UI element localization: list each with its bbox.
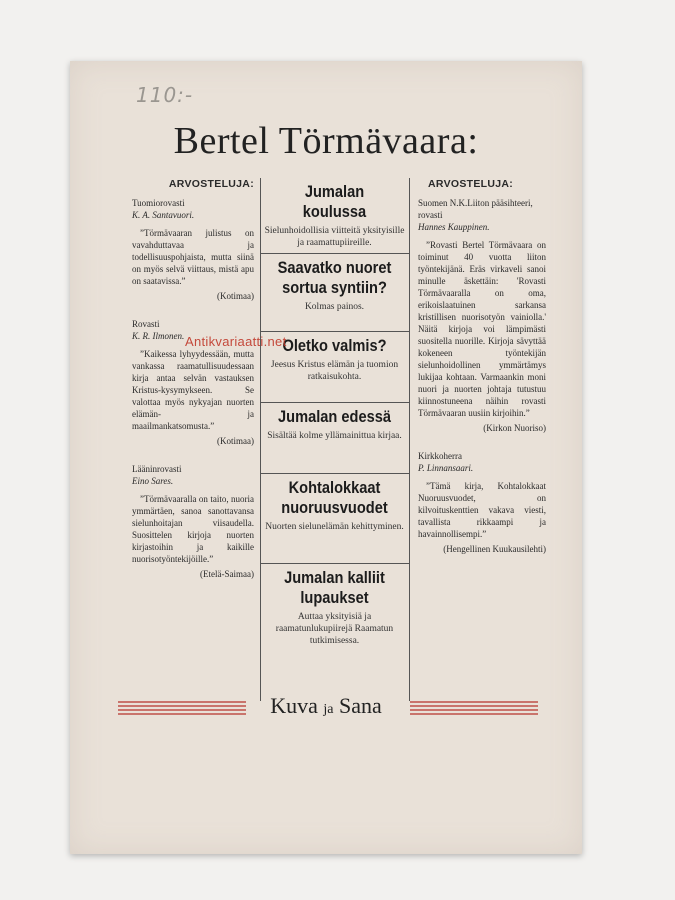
review-source: (Hengellinen Kuukausilehti) xyxy=(443,544,546,554)
left-reviews-column xyxy=(132,178,254,596)
review-source: (Kotimaa) xyxy=(217,436,254,446)
book-entry xyxy=(260,564,409,694)
book-description: Sielunhoidollisia viitteitä yksityisille ja raamattupiireille. xyxy=(264,226,405,248)
reviewer-title: Lääninrovasti xyxy=(132,464,182,474)
book-title: Kohtalokkaat nuoruusvuodet xyxy=(281,478,388,517)
author-title: Bertel Törmävaara: xyxy=(173,120,479,162)
watermark: Antikvariaatti.net xyxy=(185,334,287,349)
review-source: (Etelä-Saimaa) xyxy=(200,569,254,579)
book-description: Auttaa yksityisiä ja raamatunlukupiirejä Raamatun tutkimisessa. xyxy=(275,612,394,646)
book-entry xyxy=(260,254,409,332)
reviewer-name: P. Linnansaari. xyxy=(418,463,474,473)
book-list xyxy=(260,178,409,694)
reviewer-title: Suomen N.K.Liiton pääsihteeri, rovasti xyxy=(418,198,533,220)
book-title: Jumalan edessä xyxy=(278,407,391,426)
book-title: Oletko valmis? xyxy=(282,336,387,355)
review xyxy=(132,463,254,580)
book-description: Jeesus Kristus elämän ja tuomion ratkaisukohta. xyxy=(270,360,399,382)
reviewer-title: Rovasti xyxy=(132,319,160,329)
publisher-part: Kuva xyxy=(270,693,318,718)
pencil-price-note: 110:- xyxy=(136,83,194,107)
book-back-cover xyxy=(70,61,582,854)
reviews-heading: ARVOSTELUJA: xyxy=(168,178,254,190)
reviewer-name: K. A. Santavuori. xyxy=(132,210,195,220)
book-entry xyxy=(260,474,409,564)
publisher-name xyxy=(246,693,406,719)
column-divider-right xyxy=(409,178,410,701)
book-description: Kolmas painos. xyxy=(304,302,365,312)
review-quote: ”Törmävaaralla on taito, nuoria ymmärtäen, sanoa sanottavansa sielunhoitajan viisaudella. Suosittelen kirjoja nuorten kirjastoihin ja kaikille nuorisotyöntekijöille.” xyxy=(132,494,254,564)
reviewer-title: Kirkkoherra xyxy=(418,451,462,461)
reviewer-name: K. R. Ilmonen. xyxy=(132,331,185,341)
reviews-heading: ARVOSTELUJA: xyxy=(428,178,514,190)
review-source: (Kotimaa) xyxy=(217,291,254,301)
decorative-stripes-left xyxy=(118,701,246,717)
book-title: Saavatko nuoret sortua syntiin? xyxy=(277,258,392,297)
review-source: (Kirkon Nuoriso) xyxy=(483,423,546,433)
review-quote: ”Törmävaaran julistus on vavahduttavaa ja todellisuuspohjaista, mutta siinä on myös selvä viittaus, mistä apu on saatavissa.” xyxy=(132,228,254,286)
review-quote: ”Rovasti Bertel Törmävaara on toiminut 40 vuotta liiton työntekijänä. Eräs virkaveli sanoi minulle äskettäin: 'Rovasti Törmävaaralla on oma, erikoislaatuinen sarkansa kristillisen nuorisotyön vainiolla.' Näitä kirjoja voi lämpimästi suositella nuorille. Kirjoja sävyttää kokeneen työntekijän sielunhoidollinen ymmärtämys lukijaa kohtaan. Varmaankin moni nuori ja nuorten johtaja tutustuu kiinnostuneena näihin rovasti Törmävaaran uusiin kirjoihin.” xyxy=(418,240,546,418)
book-entry xyxy=(260,178,409,254)
reviewer-name: Eino Sares. xyxy=(132,476,174,486)
review-quote: ”Kaikessa lyhyydessään, mutta vankassa raamatullisuudessaan kirja antaa selvän vastauksen Kristus-kysymykseen. Se valottaa myös nykyajan nuorten elämän- ja maailmankatsomusta.” xyxy=(132,349,254,431)
book-entry xyxy=(260,403,409,474)
reviewer-title: Tuomiorovasti xyxy=(132,198,185,208)
book-description: Nuorten sielunelämän kehittyminen. xyxy=(265,522,404,532)
book-title: Jumalan koulussa xyxy=(302,182,367,221)
reviewer-name: Hannes Kauppinen. xyxy=(418,222,490,232)
book-title: Jumalan kalliit lupaukset xyxy=(284,568,385,607)
publisher-part: Sana xyxy=(339,693,382,718)
decorative-stripes-right xyxy=(410,701,538,717)
publisher-part: ja xyxy=(323,702,334,717)
review xyxy=(418,450,546,555)
review xyxy=(132,197,254,302)
book-description: Sisältää kolme yllämainittua kirjaa. xyxy=(267,431,402,441)
right-reviews-column xyxy=(418,178,546,571)
review-quote: ”Tämä kirja, Kohtalokkaat Nuoruusvuodet, on kilvoituskenttien vakava viesti, tavallista rikkaampi ja havainnollisempi.” xyxy=(418,481,546,539)
review xyxy=(418,197,546,434)
